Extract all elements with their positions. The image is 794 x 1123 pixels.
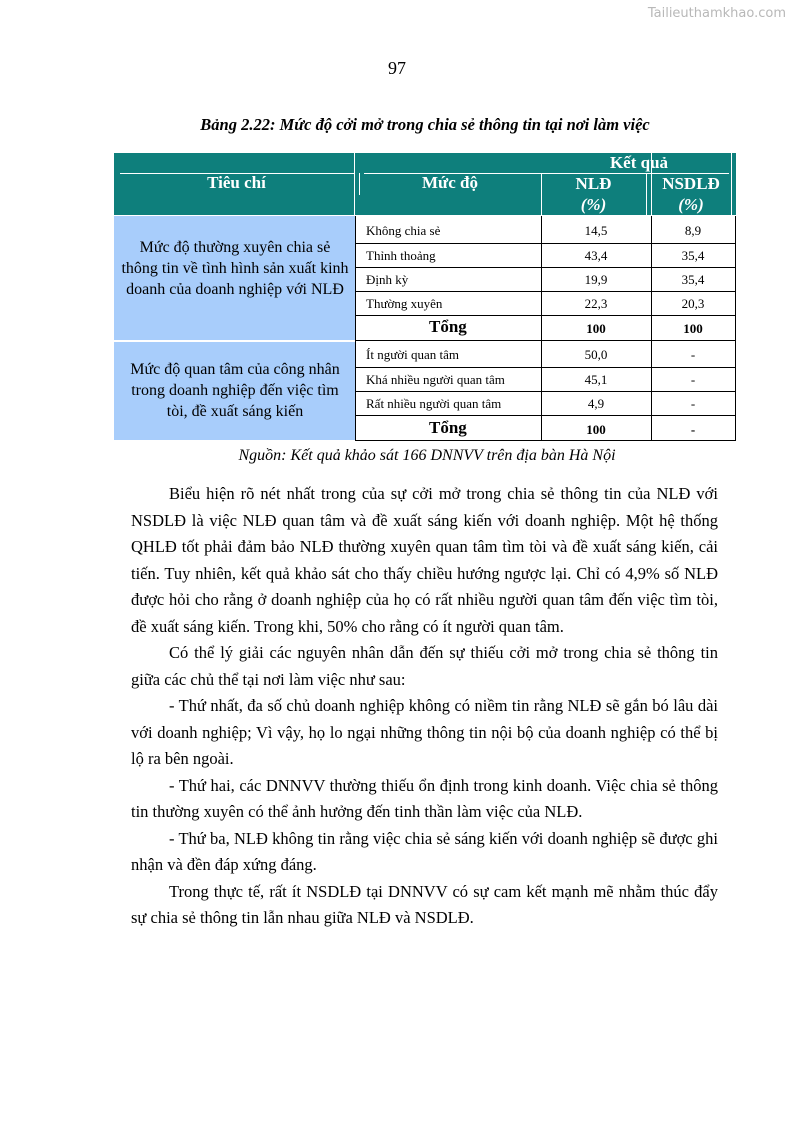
- level-cell: Thỉnh thoảng: [366, 248, 436, 263]
- total-nld: 100: [586, 422, 606, 437]
- total-label: Tổng: [429, 317, 467, 336]
- nsdld-cell: 20,3: [681, 296, 705, 311]
- page-number: 97: [388, 58, 406, 78]
- nld-cell: 14,5: [584, 223, 608, 238]
- header-nld: NLĐ: [575, 174, 612, 193]
- nld-cell: 22,3: [584, 296, 608, 311]
- paragraph: - Thứ ba, NLĐ không tin rằng việc chia sẻ sáng kiến với doanh nghiệp sẽ được ghi nhận và đền đáp xứng đáng.: [131, 828, 718, 874]
- criterion-text-2: Mức độ quan tâm của công nhân trong doanh nghiệp đến việc tìm tòi, đề xuất sáng kiến: [130, 361, 340, 420]
- header-criteria: Tiêu chí: [207, 173, 266, 192]
- level-cell: Rất nhiều người quan tâm: [366, 396, 502, 411]
- total-nld: 100: [586, 321, 606, 336]
- header-nld-unit: (%): [580, 195, 607, 214]
- table-source: Nguồn: Kết quả khảo sát 166 DNNVV trên địa bàn Hà Nội: [238, 447, 616, 464]
- paragraph: - Thứ hai, các DNNVV thường thiếu ổn định trong kinh doanh. Việc chia sẻ thông tin thường xuyên có thể ảnh hưởng đến tinh thần làm việc của NLĐ.: [131, 775, 718, 821]
- nsdld-cell: 35,4: [681, 248, 705, 263]
- level-cell: Thường xuyên: [366, 296, 443, 311]
- nld-cell: 19,9: [584, 272, 608, 287]
- nsdld-cell: -: [690, 396, 696, 411]
- total-nsdld: -: [690, 422, 696, 437]
- total-label: Tổng: [429, 418, 467, 437]
- criterion-text-1: Mức độ thường xuyên chia sẻ thông tin về tình hình sản xuất kinh doanh của doanh nghiệp với NLĐ: [121, 239, 349, 298]
- level-cell: Ít người quan tâm: [366, 347, 459, 362]
- nsdld-cell: 8,9: [684, 223, 702, 238]
- paragraph: Có thể lý giải các nguyên nhân dẫn đến sự thiếu cởi mở trong chia sẻ thông tin giữa các chủ thể tại nơi làm việc như sau:: [131, 643, 718, 689]
- nsdld-cell: 35,4: [681, 272, 705, 287]
- nld-cell: 43,4: [584, 248, 608, 263]
- nsdld-cell: -: [690, 372, 696, 387]
- level-cell: Khá nhiều người quan tâm: [366, 372, 505, 387]
- results-table: [114, 153, 736, 440]
- level-cell: Không chia sẻ: [366, 223, 441, 238]
- paragraph: Biểu hiện rõ nét nhất trong của sự cởi mở trong chia sẻ thông tin của NLĐ với NSDLĐ là việc NLĐ quan tâm và đề xuất sáng kiến với doanh nghiệp. Một hệ thống QHLĐ tốt phải đảm bảo NLĐ thường xuyên quan tâm tìm tòi và đề xuất sáng kiến, cải tiến. Tuy nhiên, kết quả khảo sát cho thấy chiều hướng ngược lại. Chỉ có 4,9% số NLĐ được hỏi cho rằng ở doanh nghiệp của họ có rất nhiều người quan tâm đến việc tìm tòi, đề xuất sáng kiến. Trong khi, 50% cho rằng có ít người quan tâm.: [131, 484, 718, 636]
- header-nsdld-unit: (%): [678, 195, 704, 214]
- nld-cell: 4,9: [587, 396, 605, 411]
- total-nsdld: 100: [683, 321, 703, 336]
- nld-cell: 45,1: [584, 372, 608, 387]
- header-level: Mức độ: [422, 173, 478, 192]
- nsdld-cell: -: [690, 347, 696, 362]
- paragraph: Trong thực tế, rất ít NSDLĐ tại DNNVV có sự cam kết mạnh mẽ nhằm thúc đẩy sự chia sẻ thông tin lẫn nhau giữa NLĐ và NSDLĐ.: [131, 881, 718, 927]
- header-result: Kết quả: [609, 153, 669, 172]
- table-caption: Bảng 2.22: Mức độ cởi mở trong chia sẻ thông tin tại nơi làm việc: [200, 115, 650, 134]
- paragraph: - Thứ nhất, đa số chủ doanh nghiệp không có niềm tin rằng NLĐ sẽ gắn bó lâu dài với doanh nghiệp; Vì vậy, họ lo ngại những thông tin nội bộ của doanh nghiệp có thể bị lộ ra bên ngoài.: [131, 696, 718, 768]
- header-nsdld: NSDLĐ: [662, 174, 720, 193]
- level-cell: Định kỳ: [366, 272, 409, 287]
- watermark: Tailieuthamkhao.com: [647, 6, 786, 21]
- body-text: [131, 481, 718, 932]
- nld-cell: 50,0: [584, 347, 608, 362]
